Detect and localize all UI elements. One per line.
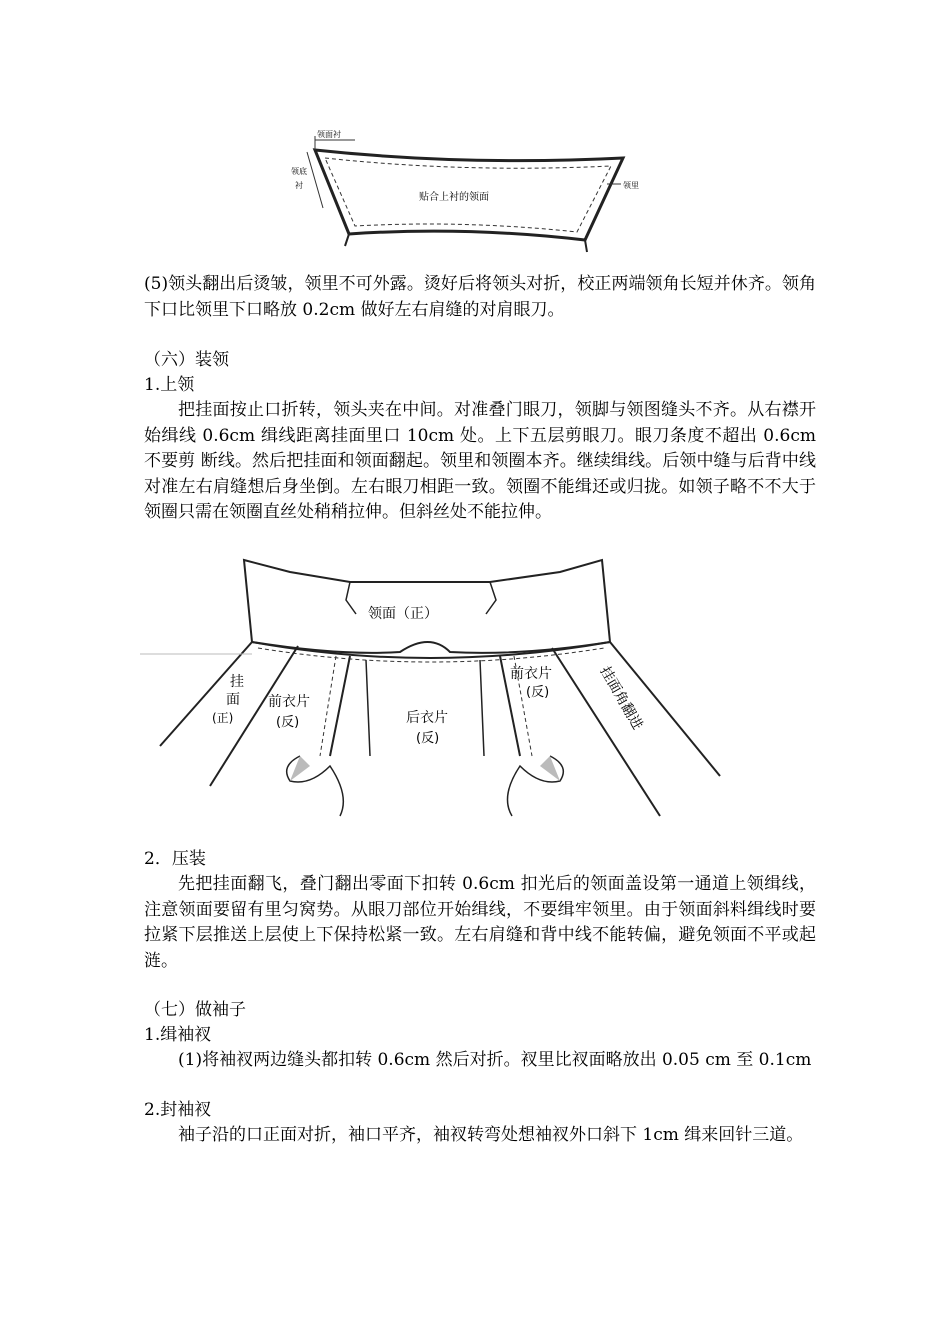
label-facing-right: 挂面角翻进 xyxy=(596,664,646,733)
section6-heading: （六）装领 xyxy=(144,350,229,370)
sub2-heading: 2．压装 xyxy=(144,849,206,869)
label-facing-left-3: (正) xyxy=(212,711,234,725)
collar-attach-diagram xyxy=(140,556,730,836)
section7-heading: （七）做袖子 xyxy=(144,1000,246,1020)
label-facing-left-2: 面 xyxy=(226,692,240,708)
label-collar-interlining: 领面衬 xyxy=(317,130,341,139)
sub7-1-heading: 1.缉袖衩 xyxy=(144,1025,212,1045)
paragraph-sub1: 把挂面按止口折转，领头夹在中间。对准叠门眼刀，领脚与领图缝头不齐。从右襟开始缉线 0.6cm 缉线距离挂面里口 10cm 处。上下五层剪眼刀。眼刀条度不超出 0.6cm 不要剪 断线。然后把挂面和领面翻起。领里和领圈本齐。继续缉线。后领中缝与后背中线对准左右肩缝想后身坐倒。左右眼刀相距一致。领圈不能缉还或归拢。如领子略不不大于领圈只需在领圈直丝处稍稍拉伸。但斜丝处不能拉伸。 xyxy=(144,400,816,522)
label-facing-left-1: 挂 xyxy=(230,674,244,690)
label-collar-face: 领面（正） xyxy=(368,606,438,622)
paragraph-sub7-1: (1)将袖衩两边缝头都扣转 0.6cm 然后对折。衩里比衩面略放出 0.05 cm 至 0.1cm xyxy=(178,1050,812,1070)
label-back-1: 后衣片 xyxy=(406,710,448,726)
label-back-2: (反) xyxy=(416,731,440,746)
sub7-2-heading: 2.封袖衩 xyxy=(144,1100,212,1120)
label-front-left-1: 前衣片 xyxy=(268,694,310,710)
collar-diagram xyxy=(285,128,645,258)
paragraph-sub2: 先把挂面翻飞，叠门翻出零面下扣转 0.6cm 扣光后的领面盖设第一通道上领缉线，注意领面要留有里匀窝势。从眼刀部位开始缉线，不要缉牢领里。由于领面斜料缉线时要拉紧下层推送上层使上下保持松紧一致。左右肩缝和背中线不能转偏，避免领面不平或起涟。 xyxy=(144,874,816,971)
label-collar-lining: 领里 xyxy=(623,181,639,190)
label-front-right-2: (反) xyxy=(526,685,550,700)
paragraph-step5: (5)领头翻出后烫皱，领里不可外露。烫好后将领头对折，校正两端领角长短并休齐。领角下口比领里下口略放 0.2cm 做好左右肩缝的对肩眼刀。 xyxy=(144,274,816,320)
label-bottom-lining-1: 领底 xyxy=(291,167,307,176)
label-bottom-lining-2: 衬 xyxy=(295,181,303,190)
paragraph-sub7-2: 袖子沿的口正面对折，袖口平齐，袖衩转弯处想袖衩外口斜下 1cm 缉来回针三道。 xyxy=(178,1125,804,1145)
collar-attach-figure xyxy=(140,556,730,836)
label-front-right-1: 前衣片 xyxy=(510,666,552,682)
label-front-left-2: (反) xyxy=(276,715,300,730)
sub1-heading: 1.上领 xyxy=(144,375,195,395)
collar-figure xyxy=(285,128,645,258)
label-collar-face-center: 贴合上衬的领面 xyxy=(419,192,489,203)
